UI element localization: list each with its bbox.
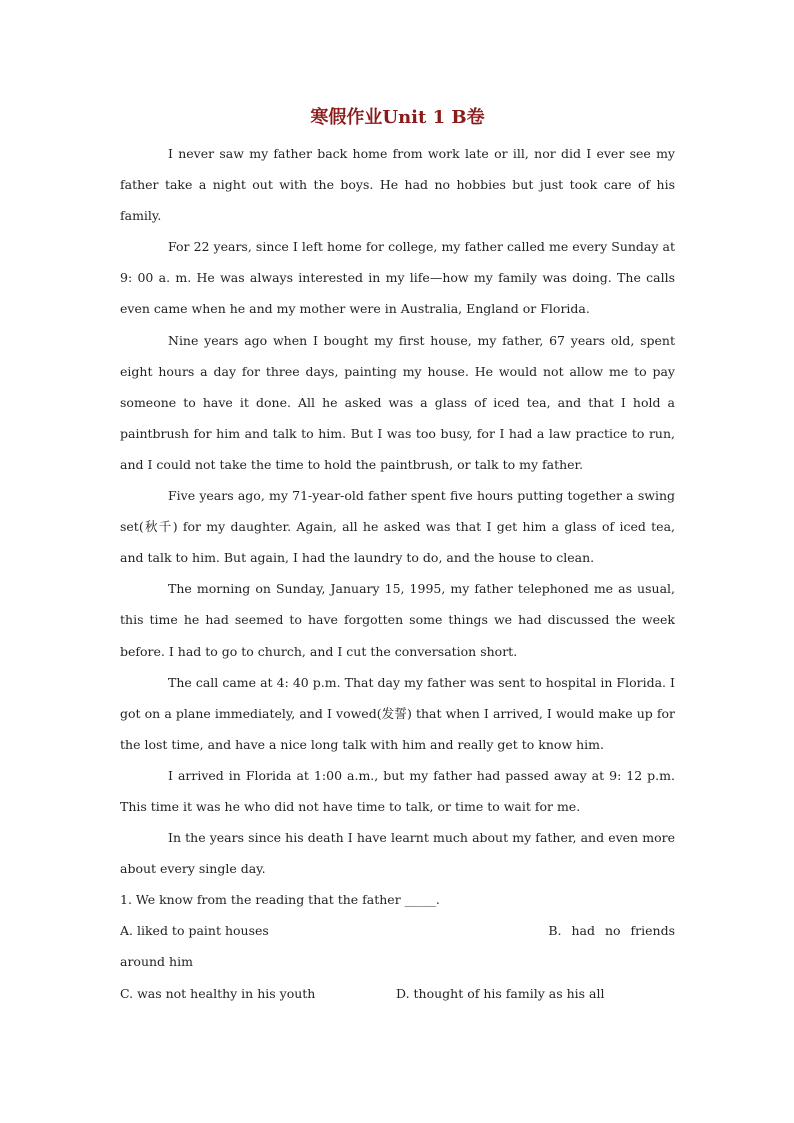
paragraph-7: I arrived in Florida at 1:00 a.m., but my father had passed away at 9: 12 p.m. This time it was he who did not have time to talk, or time to wait for me. <box>120 767 675 814</box>
paragraph-6: The call came at 4: 40 p.m. That day my father was sent to hospital in Florida. I got on a plane immediately, and I vowed(发誓) that when I arrived, I would make up for the lost time, and have a nice long talk with him and really get to know him. <box>120 674 675 752</box>
option-b-end: around him <box>120 954 193 970</box>
paragraph-1: I never saw my father back home from work late or ill, nor did I ever see my father take a night out with the boys. He had no hobbies but just took care of his family. <box>120 146 675 224</box>
question-stem: 1. We know from the reading that the father _____. <box>120 892 440 908</box>
paragraph-8: In the years since his death I have learnt much about my father, and even more about every single day. <box>120 830 675 877</box>
option-b-start: B. had no friends <box>548 923 675 939</box>
document-page <box>120 102 675 1009</box>
options-cd <box>120 978 675 1009</box>
paragraph-3: Nine years ago when I bought my first house, my father, 67 years old, spent eight hours a day for three days, painting my house. He would not allow me to pay someone to have it done. All he asked was a glass of iced tea, and that I hold a paintbrush for him and talk to him. But I was too busy, for I had a law practice to run, and I could not take the time to hold the paintbrush, or talk to my father. <box>120 332 675 472</box>
option-d: D. thought of his family as his all <box>396 985 605 1001</box>
paragraph-4: Five years ago, my 71-year-old father spent five hours putting together a swing set(秋千) for my daughter. Again, all he asked was that I get him a glass of iced tea, and talk to him. But again, I had the laundry to do, and the house to clean. <box>120 488 675 566</box>
paragraph-2: For 22 years, since I left home for college, my father called me every Sunday at 9: 00 a. m. He was always interested in my life—how my family was doing. The calls even came when he and my mother were in Australia, England or Florida. <box>120 239 675 317</box>
paragraph-5: The morning on Sunday, January 15, 1995, my father telephoned me as usual, this time he had seemed to have forgotten some things we had discussed the week before. I had to go to church, and I cut the conversation short. <box>120 581 675 659</box>
option-a: A. liked to paint houses <box>120 923 269 939</box>
options-ab <box>120 915 675 977</box>
page-title: 寒假作业Unit 1 B卷 <box>310 107 485 128</box>
option-c: C. was not healthy in his youth <box>120 985 316 1001</box>
